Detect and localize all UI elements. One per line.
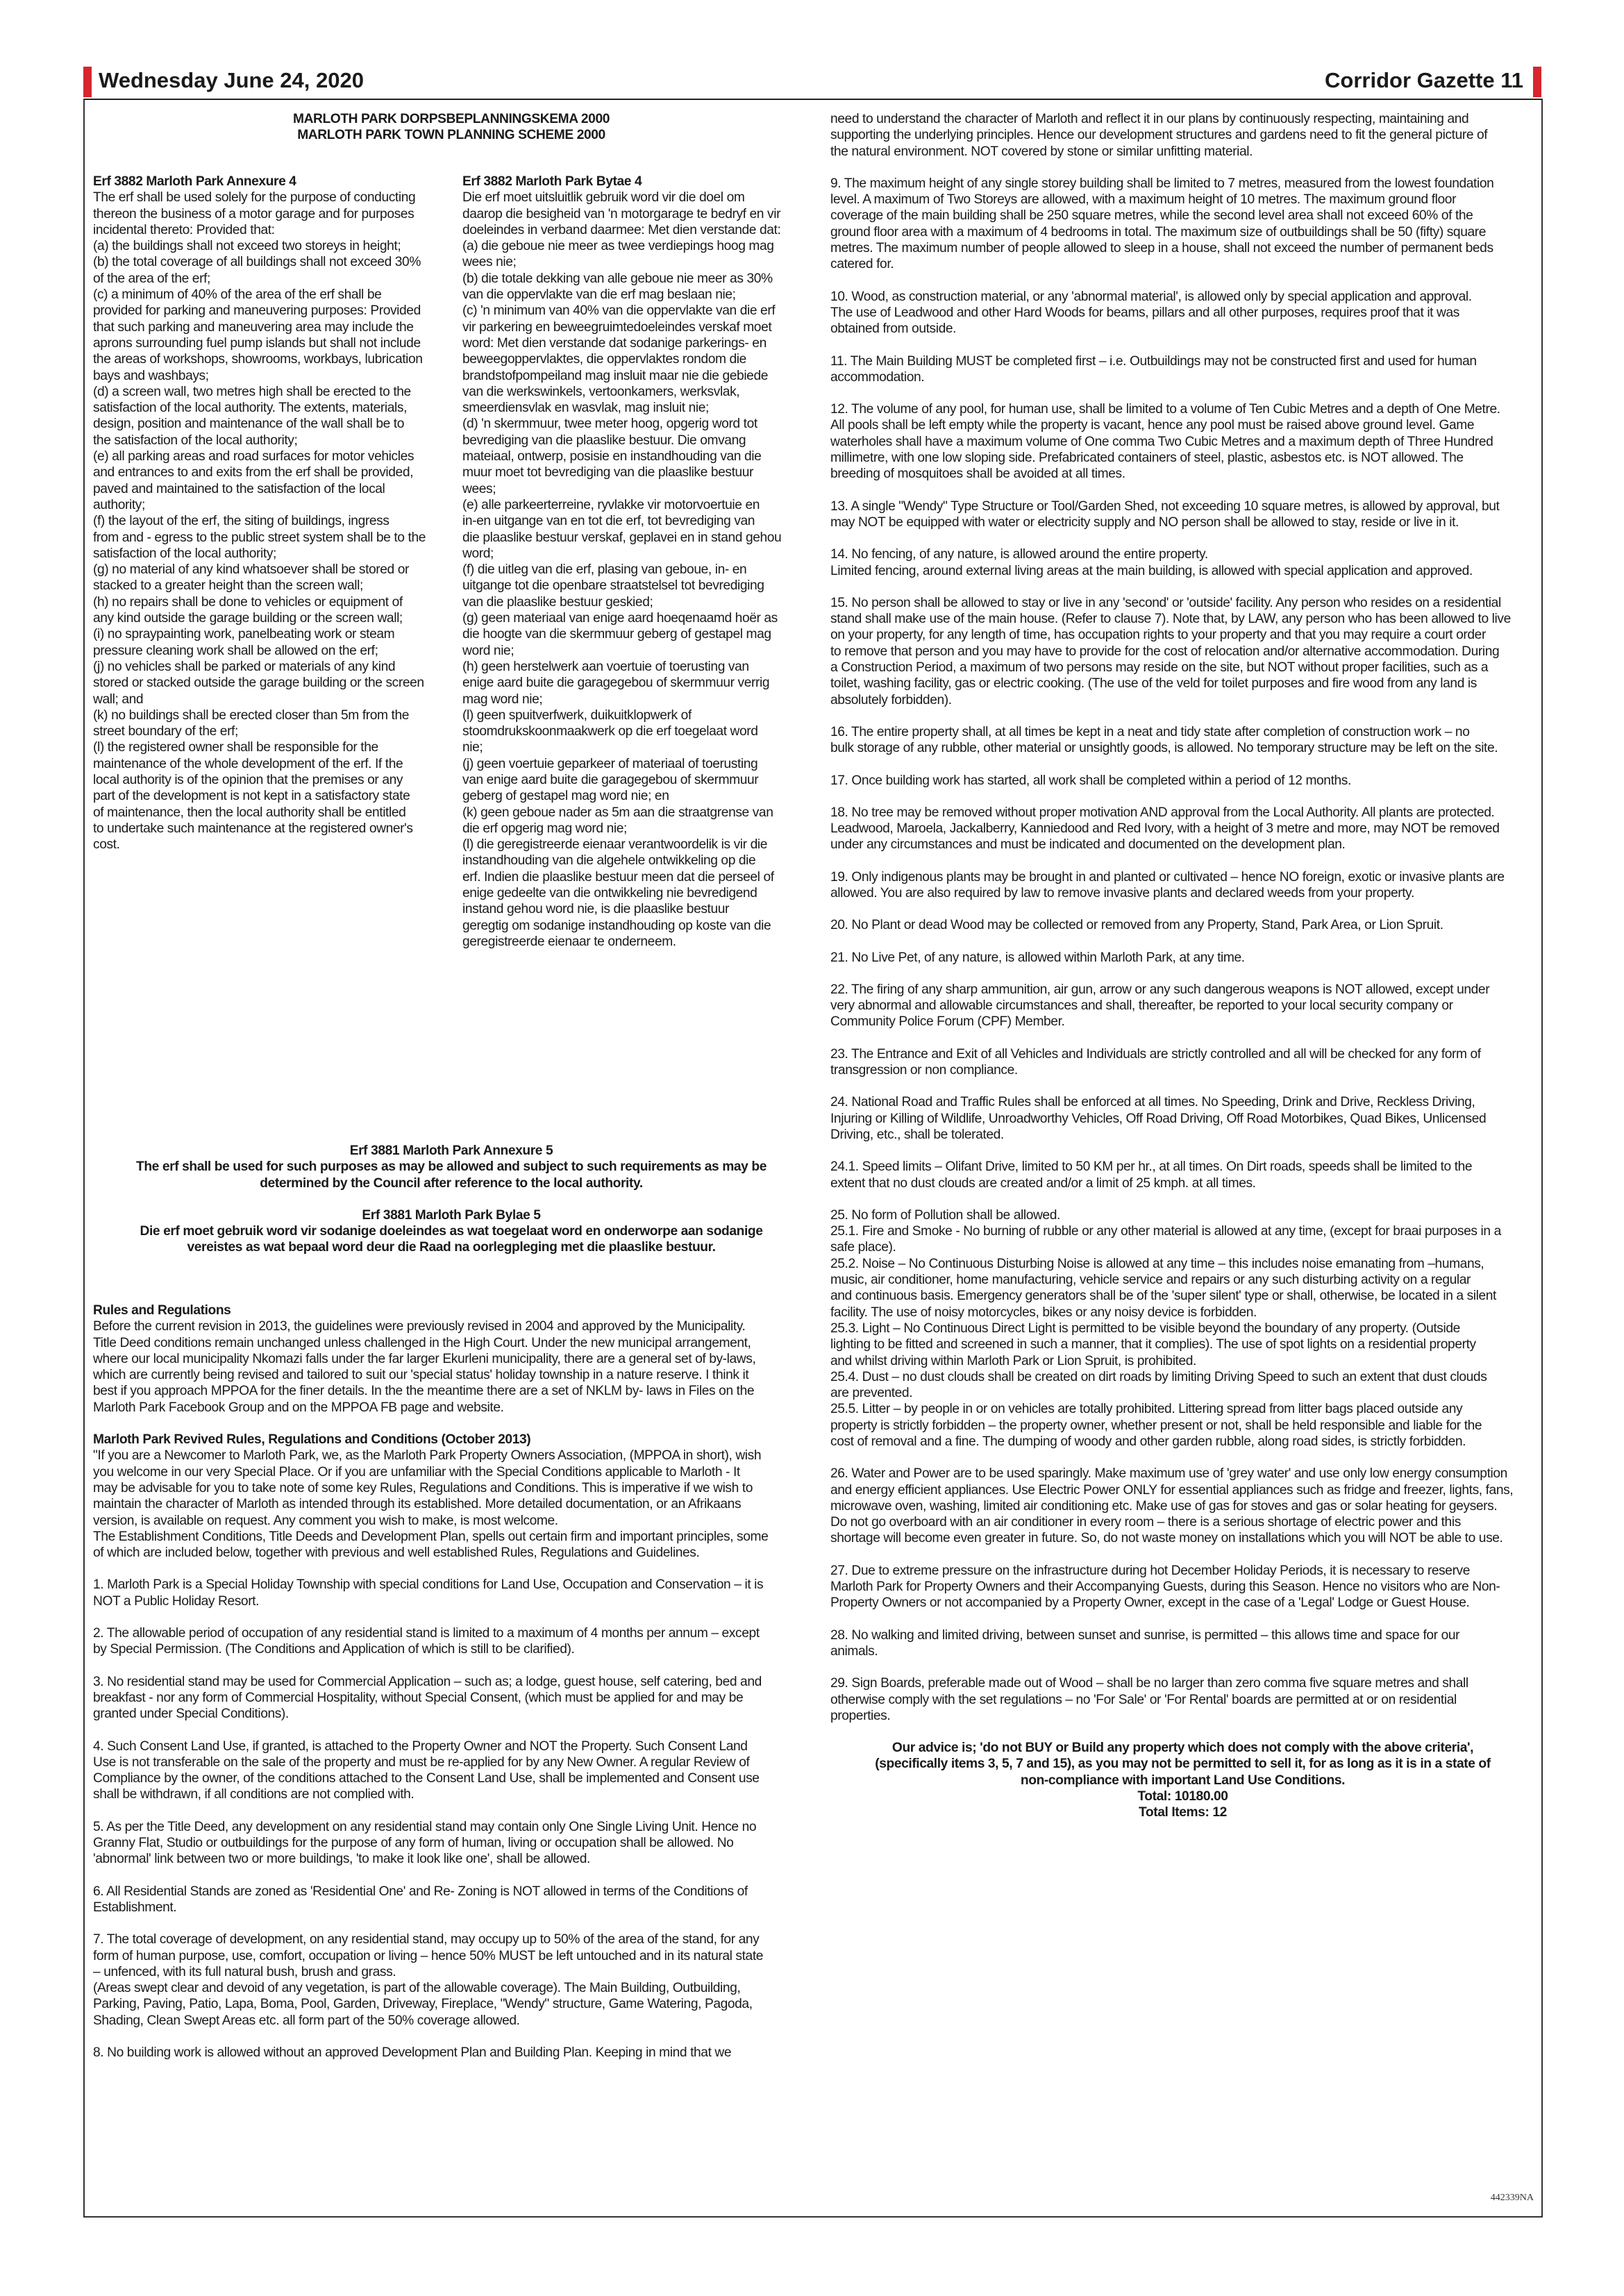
- text-line: music, air conditioner, home manufacturing, vehicle service and repairs or any such disturbing activity on a regular: [830, 1273, 1471, 1288]
- text-line: 25.2. Noise – No Continuous Disturbing Noise is allowed at any time – this includes noise emanating from –humans,: [830, 1256, 1484, 1271]
- text-line: and entrances to and exits from the erf shall be provided,: [93, 465, 414, 480]
- text-line: may be advisable for you to take note of some key Rules, Regulations and Conditions. This is imperative if we wish to: [93, 1480, 753, 1495]
- rule-item: [93, 1884, 815, 1916]
- rule-item: [830, 498, 1535, 531]
- text-line: smeerdiensvlak en wasvlak, mag insluit nie;: [462, 401, 709, 416]
- rules-heading: Rules and Regulations: [93, 1303, 231, 1318]
- text-line: Die erf moet uitsluitlik gebruik word vir die doel om: [462, 190, 745, 206]
- bylae-4-heading: Erf 3882 Marloth Park Bytae 4: [462, 174, 642, 189]
- text-line: Use is not transferable on the sale of the property and must be re-applied for by any New Owner. A regular Review of: [93, 1754, 750, 1770]
- header-accent-right: [1533, 67, 1541, 97]
- text-line: breakfast - nor any form of Commercial Hospitality, without Special Consent, (which must be applied for and may be: [93, 1690, 744, 1705]
- text-line: property is strictly forbidden – the property owner, whether present or not, shall be held responsible and liable for the: [830, 1418, 1482, 1433]
- text-line: accommodation.: [830, 369, 925, 385]
- text-line: The erf shall be used solely for the purpose of conducting: [93, 190, 416, 206]
- text-line: need to understand the character of Marloth and reflect it in our plans by continuously respecting, maintaining and: [830, 112, 1469, 126]
- text-line: 27. Due to extreme pressure on the infrastructure during hot December Holiday Periods, it is necessary to reserve: [830, 1563, 1471, 1578]
- issue-date: Wednesday June 24, 2020: [99, 68, 364, 92]
- scheme-title: [90, 111, 812, 144]
- text-line: form of human purpose, use, comfort, occupation or living – hence 50% MUST be left untouched and in its natural state: [93, 1948, 764, 1963]
- text-line: microwave oven, washing, limited air conditioning etc. Make use of gas for stoves and gas or solar heating for geysers.: [830, 1498, 1498, 1514]
- publication-title: Corridor Gazette 11: [1325, 68, 1523, 92]
- text-line: (j) no vehicles shall be parked or materials of any kind: [93, 659, 396, 674]
- text-line: 15. No person shall be allowed to stay or live in any 'second' or 'outside' facility. Any person who resides on a residential: [830, 595, 1501, 610]
- scheme-title-line1: MARLOTH PARK DORPSBEPLANNINGSKEMA 2000: [292, 112, 610, 126]
- text-line: catered for.: [830, 257, 894, 272]
- text-line: and whilst driving within Marloth Park or Lion Spruit, is prohibited.: [830, 1353, 1196, 1368]
- text-line: (d) 'n skermmuur, twee meter hoog, opgerig word tot: [462, 417, 757, 432]
- right-items: [830, 111, 1535, 1191]
- text-line: which are currently being revised and tailored to suit our 'special status' holiday township in a nature reserve. I think it: [93, 1368, 749, 1383]
- rule-item: [93, 1932, 815, 2029]
- text-line: wees nie;: [462, 255, 517, 270]
- text-line: where our local municipality Nkomazi falls under the far larger Ekurleni municipality, there are a general set of by-laws,: [93, 1351, 756, 1366]
- text-line: animals.: [830, 1643, 878, 1659]
- annexure-5-block: [90, 1143, 812, 1256]
- text-line: 3. No residential stand may be used for Commercial Application – such as; a lodge, guest house, self catering, bed and: [93, 1674, 762, 1689]
- text-line: breeding of mosquitoes shall be avoided at all times.: [830, 467, 1125, 482]
- spacer: [93, 1561, 815, 1577]
- text-line: aprons surrounding fuel pump islands but shall not include: [93, 335, 421, 351]
- text-line: (e) all parking areas and road surfaces for motor vehicles: [93, 449, 415, 464]
- text-line: millimetre, with one low sloping side. Prefabricated containers of steel, plastic, asbestos etc. is NOT allowed. The: [830, 451, 1464, 466]
- text-line: Property Owners or not accompanied by a Property Owner, except in the case of a 'Legal' Lodge or Guest House.: [830, 1595, 1470, 1611]
- text-line: Total Items: 12: [1139, 1805, 1227, 1820]
- text-line: Title Deed conditions remain unchanged unless challenged in the High Court. Under the new municipal arrangement,: [93, 1335, 751, 1350]
- text-line: Limited fencing, around external living areas at the main building, is allowed with special application and approved.: [830, 563, 1473, 578]
- rule-item: [93, 1577, 815, 1609]
- text-line: from and - egress to the public street system shall be to the: [93, 530, 426, 545]
- text-line: 23. The Entrance and Exit of all Vehicles and Individuals are strictly controlled and all will be checked for any form of: [830, 1046, 1481, 1062]
- text-line: may NOT be equipped with water or electricity supply and NO person shall be allowed to stay, reside or live in it.: [830, 514, 1459, 530]
- text-line: Injuring or Killing of Wildlife, Unroadworthy Vehicles, Off Road Driving, Off Road Motorbikes, Quad Bikes, Unlicensed: [830, 1111, 1487, 1126]
- rule-item: [830, 724, 1535, 757]
- text-line: stacked to a greater height than the screen wall;: [93, 578, 363, 594]
- text-line: cost of removal and a fine. The dumping of woody and other garden rubble, along road sides, is strictly forbidden.: [830, 1434, 1466, 1449]
- rule-item: [830, 773, 1535, 789]
- text-line: (g) geen materiaal van enige aard hoeqenaamd hoër as: [462, 611, 778, 626]
- text-line: 26. Water and Power are to be used sparingly. Make maximum use of 'grey water' and use only low energy consumption: [830, 1466, 1507, 1482]
- text-line: authority;: [93, 497, 145, 512]
- text-line: muur moet tot bevrediging van die plaaslike bestuur: [462, 465, 754, 480]
- text-line: cost.: [93, 837, 120, 853]
- text-line: allowed. You are also required by law to remove invasive plants and declared weeds from your property.: [830, 885, 1414, 900]
- text-line: part of the development is not kept in a satisfactory state: [93, 789, 410, 804]
- pollution-rules: [830, 1207, 1535, 1450]
- text-line: Before the current revision in 2013, the guidelines were previously revised in 2004 and approved by the Municipality.: [93, 1319, 746, 1334]
- text-line: otherwise comply with the set regulations – no 'For Sale' or 'For Rental' boards are permitted at or on residential: [830, 1692, 1457, 1707]
- text-line: instand gehou word nie, is die plaaslike bestuur: [462, 902, 729, 917]
- text-line: stoomdrukskoonmaakwerk op die erf toegelaat word: [462, 724, 758, 739]
- text-line: bevrediging van die plaaslike bestuur. Die omvang: [462, 433, 746, 448]
- text-line: nie;: [462, 740, 483, 755]
- text-line: maintenance of the whole development of the erf. If the: [93, 756, 403, 771]
- annexure-5-line2: determined by the Council after reference to the local authority.: [260, 1175, 643, 1191]
- rule-item: [830, 1675, 1535, 1724]
- text-line: absolutely forbidden).: [830, 692, 952, 707]
- header-accent-left: [83, 67, 92, 97]
- text-line: (c) 'n minimum van 40% van die oppervlakte van die erf: [462, 303, 776, 319]
- text-line: 20. No Plant or dead Wood may be collected or removed from any Property, Stand, Park Area, or Lion Spruit.: [830, 918, 1443, 933]
- text-line: stored or stacked outside the garage building or the screen: [93, 676, 424, 691]
- text-line: Total: 10180.00: [1137, 1789, 1228, 1804]
- text-line: (e) alle parkeerterreine, ryvlakke vir motorvoertuie en: [462, 497, 760, 512]
- text-line: 29. Sign Boards, preferable made out of Wood – shall be no larger than zero comma five square metres and shall: [830, 1676, 1468, 1691]
- rule-item: [93, 2045, 815, 2061]
- annexure-4-heading: Erf 3882 Marloth Park Annexure 4: [93, 174, 296, 189]
- text-line: stand shall make use of the main house. (Refer to clause 7). Note that, by LAW, any person who has been allowed to live: [830, 612, 1511, 627]
- text-line: in-en uitgange van en tot die erf, tot bevrediging van: [462, 514, 755, 529]
- text-line: waterholes shall have a maximum volume of One comma Two Cubic Metres and a maximum depth of Three Hundred: [830, 434, 1493, 449]
- text-line: (a) the buildings shall not exceed two storeys in height;: [93, 239, 401, 254]
- text-line: (l) geen spuitverfwerk, duikuitklopwerk of: [462, 707, 692, 723]
- text-line: satisfaction of the local authority. The extents, materials,: [93, 401, 408, 416]
- left-items: [93, 1577, 815, 2061]
- text-line: are prevented.: [830, 1386, 913, 1401]
- text-line: daarop die besigheid van 'n motorgarage te bedryf en vir: [462, 206, 781, 221]
- advice-block: [830, 1740, 1535, 1820]
- text-line: of the area of the erf;: [93, 271, 210, 286]
- right-items-2: [830, 1466, 1535, 1724]
- text-line: 4. Such Consent Land Use, if granted, is attached to the Property Owner and NOT the Property. Such Consent Land: [93, 1738, 748, 1754]
- text-line: facility. The use of noisy motorcycles, bikes or any noisy device is forbidden.: [830, 1305, 1257, 1320]
- text-line: coverage of the main building shall be 250 square metres, while the second level area shall not exceed 60% of the: [830, 208, 1473, 224]
- text-line: (l) die geregistreerde eienaar verantwoordelik is vir die: [462, 837, 767, 853]
- text-line: mateiaal, ontwerp, posisie en instandhouding van die: [462, 449, 762, 464]
- text-line: Driving, etc., shall be tolerated.: [830, 1127, 1004, 1142]
- text-line: wall; and: [93, 692, 144, 707]
- text-line: satisfaction of the local authority;: [93, 546, 276, 561]
- text-line: word: Met dien verstande dat sodanige parkerings- en: [462, 335, 767, 351]
- rule-item: [830, 176, 1535, 273]
- annexure-4-article: [93, 174, 454, 853]
- text-line: (g) no material of any kind whatsoever shall be stored or: [93, 562, 409, 578]
- text-line: bays and washbays;: [93, 368, 209, 383]
- text-line: All pools shall be left empty while the property is vacant, hence any pool must be raised above ground level. Game: [830, 418, 1475, 433]
- rule-item: [93, 1819, 815, 1868]
- text-line: 'abnormal' link between two or more buildings, 'to make it look like one', shall be allowed.: [93, 1852, 590, 1867]
- text-line: (f) the layout of the erf, the siting of buildings, ingress: [93, 514, 390, 529]
- reference-number: 442339NA: [1490, 2193, 1534, 2203]
- rule-item: [830, 917, 1535, 933]
- text-line: bulk storage of any rubble, other material or unsightly goods, is allowed. No temporary structure may be left on the site.: [830, 741, 1498, 756]
- text-line: 21. No Live Pet, of any nature, is allowed within Marloth Park, at any time.: [830, 950, 1245, 965]
- text-line: (b) the total coverage of all buildings shall not exceed 30%: [93, 255, 421, 270]
- text-line: (h) geen herstelwerk aan voertuie of toerusting van: [462, 659, 749, 674]
- revived-body: [93, 1448, 815, 1561]
- text-line: ground floor area with a maximum of 4 bedrooms in total. The maximum size of outbuildings shall be 50 (fifty) square: [830, 224, 1487, 240]
- rule-item: [830, 289, 1535, 337]
- text-line: (k) no buildings shall be erected closer than 5m from the: [93, 707, 409, 723]
- text-line: 25.3. Light – No Continuous Direct Light is permitted to be visible beyond the boundary of any property. (Outside: [830, 1321, 1460, 1336]
- text-line: instandhouding van die algehele ontwikkeling op die: [462, 853, 756, 869]
- text-line: van die plaaslike bestuur geskied;: [462, 594, 653, 610]
- text-line: you welcome in our very Special Place. Or if you are unfamiliar with the Special Conditions applicable to Marloth - It: [93, 1464, 740, 1480]
- text-line: level. A maximum of Two Storeys are allowed, with a maximum height of 10 metres. The maximum ground floor: [830, 192, 1457, 208]
- rule-item: [830, 805, 1535, 853]
- annexure-5-heading: Erf 3881 Marloth Park Annexure 5: [349, 1143, 553, 1158]
- text-line: non-compliance with important Land Use Conditions.: [1020, 1773, 1346, 1788]
- text-line: Granny Flat, Studio or outbuildings for the purpose of any form of human, living or occupation shall be allowed. No: [93, 1836, 734, 1851]
- text-line: enige aard buite die garagegebou of skermmuur verrig: [462, 676, 770, 691]
- text-line: that such parking and maneuvering area may include the: [93, 319, 414, 335]
- rule-item: [830, 111, 1535, 160]
- text-line: van enige aard buite die garagegebou of skermmuur: [462, 772, 759, 787]
- rule-item: [830, 595, 1535, 708]
- text-line: die erf opgerig mag word nie;: [462, 821, 627, 836]
- text-line: 12. The volume of any pool, for human use, shall be limited to a volume of Ten Cubic Metres and a depth of One Metre.: [830, 402, 1500, 417]
- annexure-4-body: [93, 190, 454, 853]
- text-line: 25.1. Fire and Smoke - No burning of rubble or any other material is allowed at any time, (except for braai purposes in a: [830, 1224, 1501, 1239]
- rule-item: [830, 1563, 1535, 1611]
- text-line: supporting the underlying principles. Hence our development structures and gardens need to fit the general picture of: [830, 128, 1488, 143]
- text-line: extent that no dust clouds are created and/or a limit of 25 kmph. at all times.: [830, 1175, 1256, 1191]
- text-line: van die werkswinkels, vertoonkamers, werksvlak,: [462, 384, 740, 399]
- text-line: 18. No tree may be removed without proper motivation AND approval from the Local Authority. All plants are protected.: [830, 805, 1495, 820]
- text-line: 6. All Residential Stands are zoned as 'Residential One' and Re- Zoning is NOT allowed in terms of the Conditions of: [93, 1884, 748, 1899]
- rule-item: [830, 1466, 1535, 1546]
- text-line: local authority is of the opinion that the premises or any: [93, 772, 403, 787]
- text-line: 2. The allowable period of occupation of any residential stand is limited to a maximum of 4 months per annum – except: [93, 1626, 760, 1641]
- text-line: The use of Leadwood and other Hard Woods for beams, pillars and all other purposes, requires proof that it was: [830, 305, 1459, 320]
- text-line: granted under Special Conditions).: [93, 1707, 289, 1722]
- right-column: [830, 111, 1535, 1821]
- spacer: [93, 1416, 815, 1432]
- text-line: 5. As per the Title Deed, any development on any residential stand may contain only One Single Living Unit. Hence no: [93, 1819, 757, 1834]
- text-line: Community Police Forum (CPF) Member.: [830, 1014, 1065, 1030]
- text-line: (k) geen geboue nader as 5m aan die straatgrense van: [462, 805, 773, 820]
- text-line: Compliance by the owner, of the conditions attached to the Consent Land Use, shall be implemented and Consent use: [93, 1771, 760, 1786]
- text-line: transgression or non compliance.: [830, 1063, 1018, 1078]
- text-line: (f) die uitleg van die erf, plasing van geboue, in- en: [462, 562, 747, 578]
- bylae-5-line2: vereistes as wat bepaal word deur die Raad na oorlegpleging met die plaaslike bestuur.: [187, 1240, 716, 1255]
- text-line: (l) the registered owner shall be responsible for the: [93, 740, 378, 755]
- text-line: any kind outside the garage building or the screen wall;: [93, 611, 403, 626]
- rule-item: [93, 1674, 815, 1723]
- rule-item: [830, 1627, 1535, 1660]
- text-line: "If you are a Newcomer to Marloth Park, we, as the Marloth Park Property Owners Association, (MPPOA in short), wish: [93, 1448, 762, 1464]
- text-line: 25. No form of Pollution shall be allowed.: [830, 1207, 1060, 1223]
- text-line: metres. The maximum number of people allowed to sleep in a house, shall not exceed the number of permanent beds: [830, 241, 1493, 256]
- text-line: uitgange tot die openbare straatstelsel tot bevrediging: [462, 578, 764, 594]
- text-line: doeleindes in verband daarmee: Met dien verstande dat:: [462, 222, 781, 237]
- text-line: mag word nie;: [462, 692, 543, 707]
- scheme-title-line2: MARLOTH PARK TOWN PLANNING SCHEME 2000: [297, 128, 605, 143]
- text-line: wees;: [462, 481, 496, 496]
- text-line: (h) no repairs shall be done to vehicles or equipment of: [93, 594, 403, 610]
- rule-item: [830, 1046, 1535, 1079]
- text-line: provided for parking and maneuvering purposes: Provided: [93, 303, 421, 319]
- bylae-4-body: [462, 190, 813, 950]
- text-line: 24.1. Speed limits – Olifant Drive, limited to 50 KM per hr., at all times. On Dirt roads, speeds shall be limited to the: [830, 1159, 1473, 1175]
- text-line: 13. A single "Wendy" Type Structure or Tool/Garden Shed, not exceeding 10 square metres, is allowed by approval, but: [830, 498, 1500, 514]
- text-line: The Establishment Conditions, Title Deeds and Development Plan, spells out certain firm and important principles, some: [93, 1529, 769, 1544]
- annexure-5-line1: The erf shall be used for such purposes as may be allowed and subject to such requirements as may be: [136, 1159, 767, 1175]
- text-line: (i) no spraypainting work, panelbeating work or steam: [93, 627, 395, 642]
- text-line: 7. The total coverage of development, on any residential stand, may occupy up to 50% of the area of the stand, for any: [93, 1932, 760, 1947]
- text-line: 1. Marloth Park is a Special Holiday Township with special conditions for Land Use, Occupation and Conservation – it is: [93, 1577, 764, 1593]
- text-line: pressure cleaning work shall be allowed on the erf;: [93, 643, 378, 658]
- rule-item: [830, 401, 1535, 482]
- text-line: and continuous basis. Emergency generators shall be of the 'super silent' type or shall, otherwise, be located in a silent: [830, 1289, 1496, 1304]
- text-line: on your property, for any length of time, has occupation rights to your property and that you may require a court order: [830, 628, 1486, 643]
- text-line: geberg of gestapel mag word nie; en: [462, 789, 669, 804]
- text-line: Marloth Park for Property Owners and their Accompanying Guests, during this Season. Hence no visitors who are Non-: [830, 1579, 1500, 1595]
- text-line: Shading, Clean Swept Areas etc. all form part of the 50% coverage allowed.: [93, 2013, 520, 2028]
- text-line: (j) geen voertuie geparkeer of materiaal of toerusting: [462, 756, 758, 771]
- rule-item: [830, 1159, 1535, 1191]
- rules-body: [93, 1318, 815, 1416]
- text-line: a Construction Period, a maximum of two persons may reside on the site, but NOT without proper facilities, such as a: [830, 660, 1489, 676]
- text-line: vir parkering en beweegruimtedoeleindes verskaf moet: [462, 319, 772, 335]
- text-line: die hoogte van die skermmuur geberg of gestapel mag: [462, 627, 771, 642]
- text-line: (d) a screen wall, two metres high shall be erected to the: [93, 384, 411, 399]
- text-line: thereon the business of a motor garage and for purposes: [93, 206, 415, 221]
- rule-item: [830, 869, 1535, 902]
- text-line: (Areas swept clear and devoid of any vegetation, is part of the allowable coverage). The Main Building, Outbuilding,: [93, 1981, 741, 1996]
- text-line: shortage will become even greater in future. So, do not waste money on installations which you will NOT be able to use.: [830, 1531, 1503, 1546]
- text-line: and energy efficient appliances. Use Electric Power ONLY for essential appliances such as fridge and freezer, lights, fans,: [830, 1482, 1514, 1498]
- rule-item: [830, 1094, 1535, 1143]
- text-line: the natural environment. NOT covered by stone or similar unfitting material.: [830, 144, 1253, 159]
- text-line: 8. No building work is allowed without an approved Development Plan and Building Plan. Keeping in mind that we: [93, 2045, 732, 2060]
- text-line: maintain the character of Marloth as intended through its established. More detailed documentation, or an Afrikaans: [93, 1497, 742, 1512]
- text-line: die plaaslike bestuur verskaf, geplavei en in stand gehou: [462, 530, 782, 545]
- rule-item: [830, 982, 1535, 1030]
- text-line: 24. National Road and Traffic Rules shall be enforced at all times. No Speeding, Drink and Drive, Reckless Driving,: [830, 1095, 1475, 1110]
- rule-item: [830, 353, 1535, 386]
- spacer: [90, 1191, 812, 1207]
- bylae-5-heading: Erf 3881 Marloth Park Bylae 5: [362, 1207, 541, 1223]
- text-line: paved and maintained to the satisfaction of the local: [93, 481, 385, 496]
- text-line: Leadwood, Maroela, Jackalberry, Kanniedood and Red Ivory, with a height of 3 metre and more, may NOT be removed: [830, 821, 1500, 837]
- text-line: (c) a minimum of 40% of the area of the erf shall be: [93, 287, 382, 303]
- revived-heading: Marloth Park Revived Rules, Regulations and Conditions (October 2013): [93, 1432, 531, 1448]
- text-line: safe place).: [830, 1240, 896, 1255]
- text-line: the satisfaction of the local authority;: [93, 433, 298, 448]
- text-line: toilet, washing facility, gas or electric cooking. (The use of the veld for toilet purposes and fire wood from any land is: [830, 676, 1477, 692]
- text-line: incidental thereto: Provided that:: [93, 222, 275, 237]
- text-line: very abnormal and allowable circumstances and shall, thereafter, be reported to your local security company or: [830, 998, 1453, 1014]
- text-line: geregtig om sodanige instandhouding op koste van die: [462, 918, 771, 933]
- text-line: of which are included below, together with previous and well established Rules, Regulations and Guidelines.: [93, 1545, 700, 1561]
- text-line: 9. The maximum height of any single storey building shall be limited to 7 metres, measured from the lowest foundation: [830, 176, 1494, 191]
- text-line: brandstofpompeiland mag insluit maar nie die gebiede: [462, 368, 768, 383]
- text-line: erf. Indien die plaaslike bestuur meen dat die perseel of: [462, 869, 774, 885]
- rule-item: [93, 1625, 815, 1658]
- text-line: van die oppervlakte van die erf mag beslaan nie;: [462, 287, 736, 303]
- text-line: 28. No walking and limited driving, between sunset and sunrise, is permitted – this allows time and space for our: [830, 1627, 1460, 1643]
- rules-article: [93, 1302, 815, 2077]
- text-line: Marloth Park Facebook Group and on the MPPOA FB page and website.: [93, 1400, 504, 1415]
- text-line: to undertake such maintenance at the registered owner's: [93, 821, 413, 836]
- spacer: [830, 1450, 1535, 1466]
- text-line: (specifically items 3, 5, 7 and 15), as you may not be permitted to sell it, for as long as it is in a state of: [875, 1757, 1491, 1772]
- text-line: lighting to be fitted and screened in such a manner, that it complies). The use of spot lights on a residential property: [830, 1337, 1476, 1352]
- text-line: Our advice is; 'do not BUY or Build any property which does not comply with the above criteria',: [891, 1741, 1474, 1756]
- text-line: 25.4. Dust – no dust clouds shall be created on dirt roads by limiting Driving Speed to such an extent that dust clouds: [830, 1369, 1487, 1384]
- text-line: obtained from outside.: [830, 321, 957, 337]
- text-line: 14. No fencing, of any nature, is allowed around the entire property.: [830, 547, 1208, 562]
- text-line: (b) die totale dekking van alle geboue nie meer as 30%: [462, 271, 773, 286]
- text-line: word nie;: [462, 643, 514, 658]
- text-line: NOT a Public Holiday Resort.: [93, 1593, 260, 1609]
- rule-item: [830, 546, 1535, 579]
- text-line: version, is available on request. Any comment you wish to make, is most welcome.: [93, 1513, 558, 1528]
- bylae-4-article: [462, 174, 813, 950]
- text-line: enige gedeelte van die ontwikkeling nie bevredigend: [462, 886, 757, 901]
- text-line: best if you approach MPPOA for the finer details. In the the meantime there are a set of NKLM by- laws in Files on the: [93, 1384, 755, 1399]
- text-line: Do not go overboard with an air conditioner in every room – there is a serious shortage of electric power and this: [830, 1515, 1461, 1530]
- text-line: word;: [462, 546, 494, 561]
- text-line: 19. Only indigenous plants may be brought in and planted or cultivated – hence NO foreign, exotic or invasive plants are: [830, 869, 1505, 885]
- text-line: properties.: [830, 1708, 891, 1723]
- bylae-5-line1: Die erf moet gebruik word vir sodanige doeleindes as wat toegelaat word en onderworpe aan sodanige: [140, 1224, 763, 1239]
- text-line: 25.5. Litter – by people in or on vehicles are totally prohibited. Littering spread from litter bags placed outside any: [830, 1402, 1463, 1417]
- text-line: 16. The entire property shall, at all times be kept in a neat and tidy state after completion of construction work – no: [830, 724, 1470, 739]
- text-line: geregistreerde eienaar te onderneem.: [462, 934, 676, 949]
- rule-item: [830, 950, 1535, 966]
- text-line: beweegoppervlaktes, die oppervlaktes rondom die: [462, 352, 746, 367]
- rule-item: [93, 1738, 815, 1803]
- text-line: Establishment.: [93, 1900, 177, 1915]
- text-line: street boundary of the erf;: [93, 724, 238, 739]
- text-line: 11. The Main Building MUST be completed first – i.e. Outbuildings may not be constructed first and used for human: [830, 353, 1477, 369]
- text-line: – unfenced, with its full natural bush, brush and grass.: [93, 1964, 396, 1979]
- text-line: 22. The firing of any sharp ammunition, air gun, arrow or any such dangerous weapons is NOT allowed, except under: [830, 982, 1490, 997]
- text-line: 17. Once building work has started, all work shall be completed within a period of 12 months.: [830, 773, 1351, 788]
- text-line: the areas of workshops, showrooms, workbays, lubrication: [93, 352, 423, 367]
- text-line: by Special Permission. (The Conditions and Application of which is still to be clarified).: [93, 1642, 575, 1657]
- text-line: (a) die geboue nie meer as twee verdiepings hoog mag: [462, 239, 774, 254]
- text-line: to remove that person and you may have to provide for the cost of relocation and/or alternative accommodation. During: [830, 644, 1500, 659]
- text-line: under any circumstances and must be indicated and documented on the development plan.: [830, 837, 1346, 853]
- text-line: shall be withdrawn, if all conditions are not complied with.: [93, 1787, 415, 1802]
- text-line: 10. Wood, as construction material, or any 'abnormal material', is allowed only by special application and approval.: [830, 289, 1472, 304]
- page-header: [83, 67, 1541, 97]
- text-line: of maintenance, then the local authority shall be entitled: [93, 805, 406, 820]
- text-line: design, position and maintenance of the wall shall be to: [93, 417, 405, 432]
- text-line: Parking, Paving, Patio, Lapa, Boma, Pool, Garden, Driveway, Fireplace, "Wendy" structure, Game Watering, Pagoda,: [93, 1997, 753, 2012]
